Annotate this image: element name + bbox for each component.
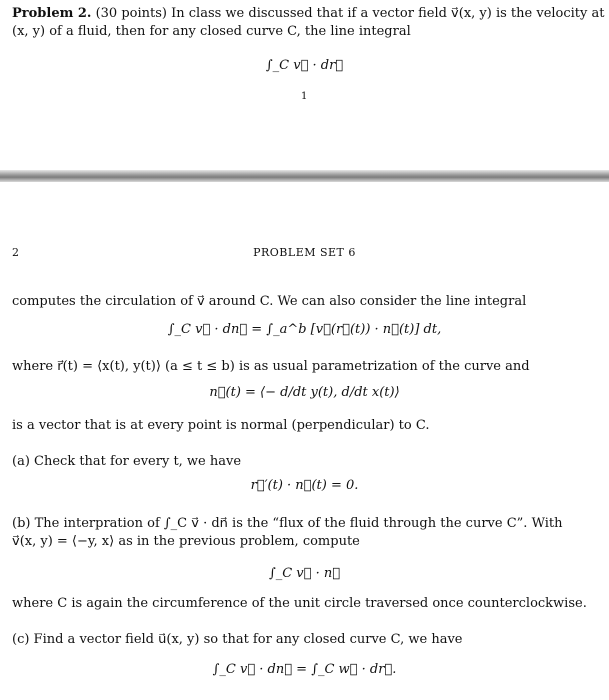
problem-intro-line-1: (30 points) In class we discussed that if a vector field v⃗(x, y) is the velocity at bbox=[95, 6, 605, 21]
normal-description-line: is a vector that is at every point is normal (perpendicular) to C. bbox=[12, 418, 430, 433]
part-b-integral: ∫_C v⃗ · n⃗ bbox=[268, 566, 341, 581]
line-integral-equation: ∫_C v⃗ · dr⃗ bbox=[265, 58, 344, 73]
page-2-number: 2 bbox=[12, 246, 19, 259]
part-a-equation: r⃗′(t) · n⃗(t) = 0. bbox=[250, 478, 359, 493]
page-separator bbox=[0, 170, 609, 182]
part-b-line-1: (b) The interpration of ∫_C v⃗ · dn⃗ is the “flux of the fluid through the curve C”. With bbox=[12, 516, 563, 531]
problem-intro-line-2: (x, y) of a fluid, then for any closed curve C, the line integral bbox=[12, 24, 411, 39]
page-2 bbox=[0, 182, 609, 700]
part-c-equation: ∫_C v⃗ · dn⃗ = ∫_C w⃗ · dr⃗. bbox=[212, 662, 397, 677]
problem-label: Problem 2. bbox=[12, 6, 92, 21]
problem-set-title: PROBLEM SET 6 bbox=[253, 246, 356, 259]
part-a-prompt: (a) Check that for every t, we have bbox=[12, 454, 242, 469]
normal-vector-equation: n⃗(t) = ⟨− d/dt y(t), d/dt x(t)⟩ bbox=[209, 385, 400, 400]
page-1-number: 1 bbox=[301, 91, 308, 102]
circulation-line: computes the circulation of v⃗ around C. We can also consider the line integral bbox=[12, 294, 527, 309]
page-1 bbox=[0, 0, 609, 170]
part-b-line-3: where C is again the circumference of the unit circle traversed once counterclockwise. bbox=[12, 596, 587, 611]
parametrization-line: where r⃗(t) = ⟨x(t), y(t)⟩ (a ≤ t ≤ b) is as usual parametrization of the curve and bbox=[12, 359, 530, 374]
flux-integral-equation: ∫_C v⃗ · dn⃗ = ∫_a^b [v⃗(r⃗(t)) · n⃗(t)] dt, bbox=[167, 322, 442, 337]
problem-heading-line bbox=[12, 6, 604, 22]
part-b-line-2: v⃗(x, y) = ⟨−y, x⟩ as in the previous problem, compute bbox=[12, 534, 360, 549]
part-c-prompt: (c) Find a vector field u⃗(x, y) so that for any closed curve C, we have bbox=[12, 632, 463, 647]
